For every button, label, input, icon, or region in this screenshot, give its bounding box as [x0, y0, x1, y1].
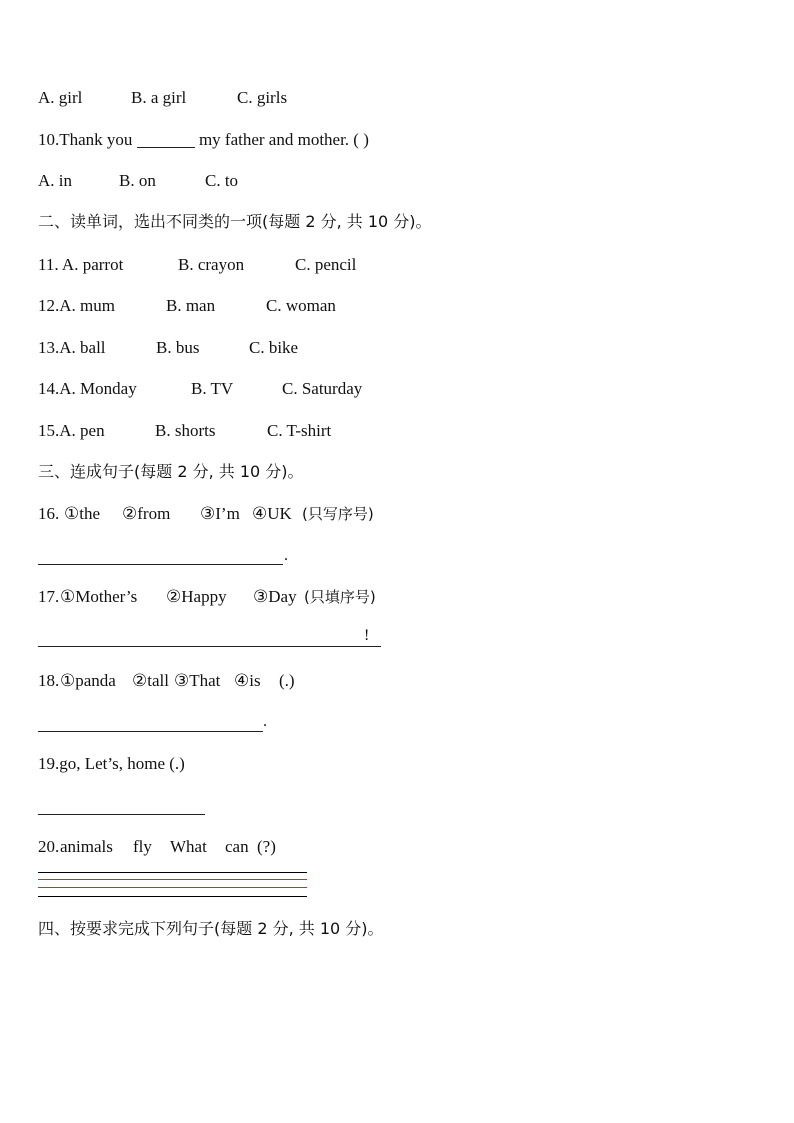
q18-answer-line[interactable] — [38, 714, 263, 732]
q20-word-3: What — [170, 837, 207, 856]
q15-option-b: B. shorts — [155, 421, 216, 440]
q20-note: (?) — [257, 837, 276, 856]
q12-option-b: B. man — [166, 296, 216, 315]
q18-word-1: ①panda — [60, 671, 116, 690]
section3-heading: 三、连成句子(每题 2 分, 共 10 分)。 — [38, 462, 304, 481]
q17-note: (只填序号) — [304, 588, 376, 606]
q14-option-c: C. Saturday — [282, 379, 363, 398]
q14-option-b: B. TV — [191, 379, 234, 398]
q15-option-a: 15.A. pen — [38, 421, 105, 440]
q10-options — [38, 171, 238, 191]
q20-word-4: can — [225, 837, 249, 856]
q16-word-4: ④UK — [252, 504, 292, 523]
q13-option-b: B. bus — [156, 338, 200, 357]
q13-option-c: C. bike — [249, 338, 299, 357]
q20-number: 20. — [38, 837, 60, 856]
q14-row — [38, 379, 362, 399]
q10-text-after: my father and mother. ( ) — [198, 130, 369, 149]
q18-end-mark: . — [263, 713, 267, 730]
q16-word-1: ①the — [64, 504, 101, 523]
q17-word-3: ③Day — [253, 587, 297, 606]
q17-word-1: ①Mother’s — [60, 587, 138, 606]
q13-row — [38, 338, 298, 358]
q20-row — [38, 837, 276, 857]
q10-option-c: C. to — [205, 171, 239, 190]
q20-word-2: fly — [133, 837, 152, 856]
q12-row — [38, 296, 336, 316]
q19-row: 19.go, Let’s, home (.) — [38, 754, 185, 773]
q15-option-c: C. T-shirt — [267, 421, 332, 440]
q20-writing-rule-2[interactable] — [38, 879, 307, 880]
q9-options — [38, 88, 287, 108]
q20-writing-rule-1[interactable] — [38, 872, 307, 873]
q18-word-3: ③That — [174, 671, 221, 690]
q11-option-b: B. crayon — [178, 255, 245, 274]
q10-option-b: B. on — [119, 171, 156, 190]
q16-note: (只写序号) — [302, 505, 374, 523]
q10-stem — [38, 130, 369, 150]
q17-number: 17. — [38, 587, 60, 606]
q20-word-1: animals — [60, 837, 113, 856]
q10-blank[interactable] — [137, 131, 195, 148]
q16-row — [38, 504, 374, 524]
q16-number: 16. — [38, 504, 60, 523]
q11-row — [38, 255, 356, 275]
section2-heading: 二、读单词，选出不同类的一项(每题 2 分, 共 10 分)。 — [38, 212, 432, 231]
q9-option-b: B. a girl — [131, 88, 187, 107]
q17-end-mark: ! — [364, 627, 370, 644]
q11-option-a: 11. A. parrot — [38, 255, 124, 274]
q16-end-mark: . — [284, 547, 288, 564]
q16-word-2: ②from — [122, 504, 171, 523]
q16-answer-line[interactable] — [38, 547, 283, 565]
q18-number: 18. — [38, 671, 60, 690]
q17-answer-line[interactable] — [38, 629, 381, 647]
q16-word-3: ③I’m — [200, 504, 240, 523]
q12-option-c: C. woman — [266, 296, 336, 315]
q18-word-4: ④is — [234, 671, 261, 690]
q12-option-a: 12.A. mum — [38, 296, 115, 315]
q9-option-c: C. girls — [237, 88, 288, 107]
q18-row — [38, 671, 295, 691]
q17-row — [38, 587, 376, 607]
q19-answer-line[interactable] — [38, 797, 205, 815]
q18-word-2: ②tall — [132, 671, 169, 690]
q10-option-a: A. in — [38, 171, 72, 190]
q20-writing-rule-3[interactable] — [38, 887, 307, 888]
q14-option-a: 14.A. Monday — [38, 379, 137, 398]
section4-heading: 四、按要求完成下列句子(每题 2 分, 共 10 分)。 — [38, 919, 384, 938]
q15-row — [38, 421, 331, 441]
q17-word-2: ②Happy — [166, 587, 227, 606]
q10-text-before: 10.Thank you — [38, 130, 133, 149]
q18-note: (.) — [279, 671, 295, 690]
q9-option-a: A. girl — [38, 88, 83, 107]
q11-option-c: C. pencil — [295, 255, 357, 274]
q13-option-a: 13.A. ball — [38, 338, 106, 357]
q20-writing-rule-4[interactable] — [38, 896, 307, 897]
